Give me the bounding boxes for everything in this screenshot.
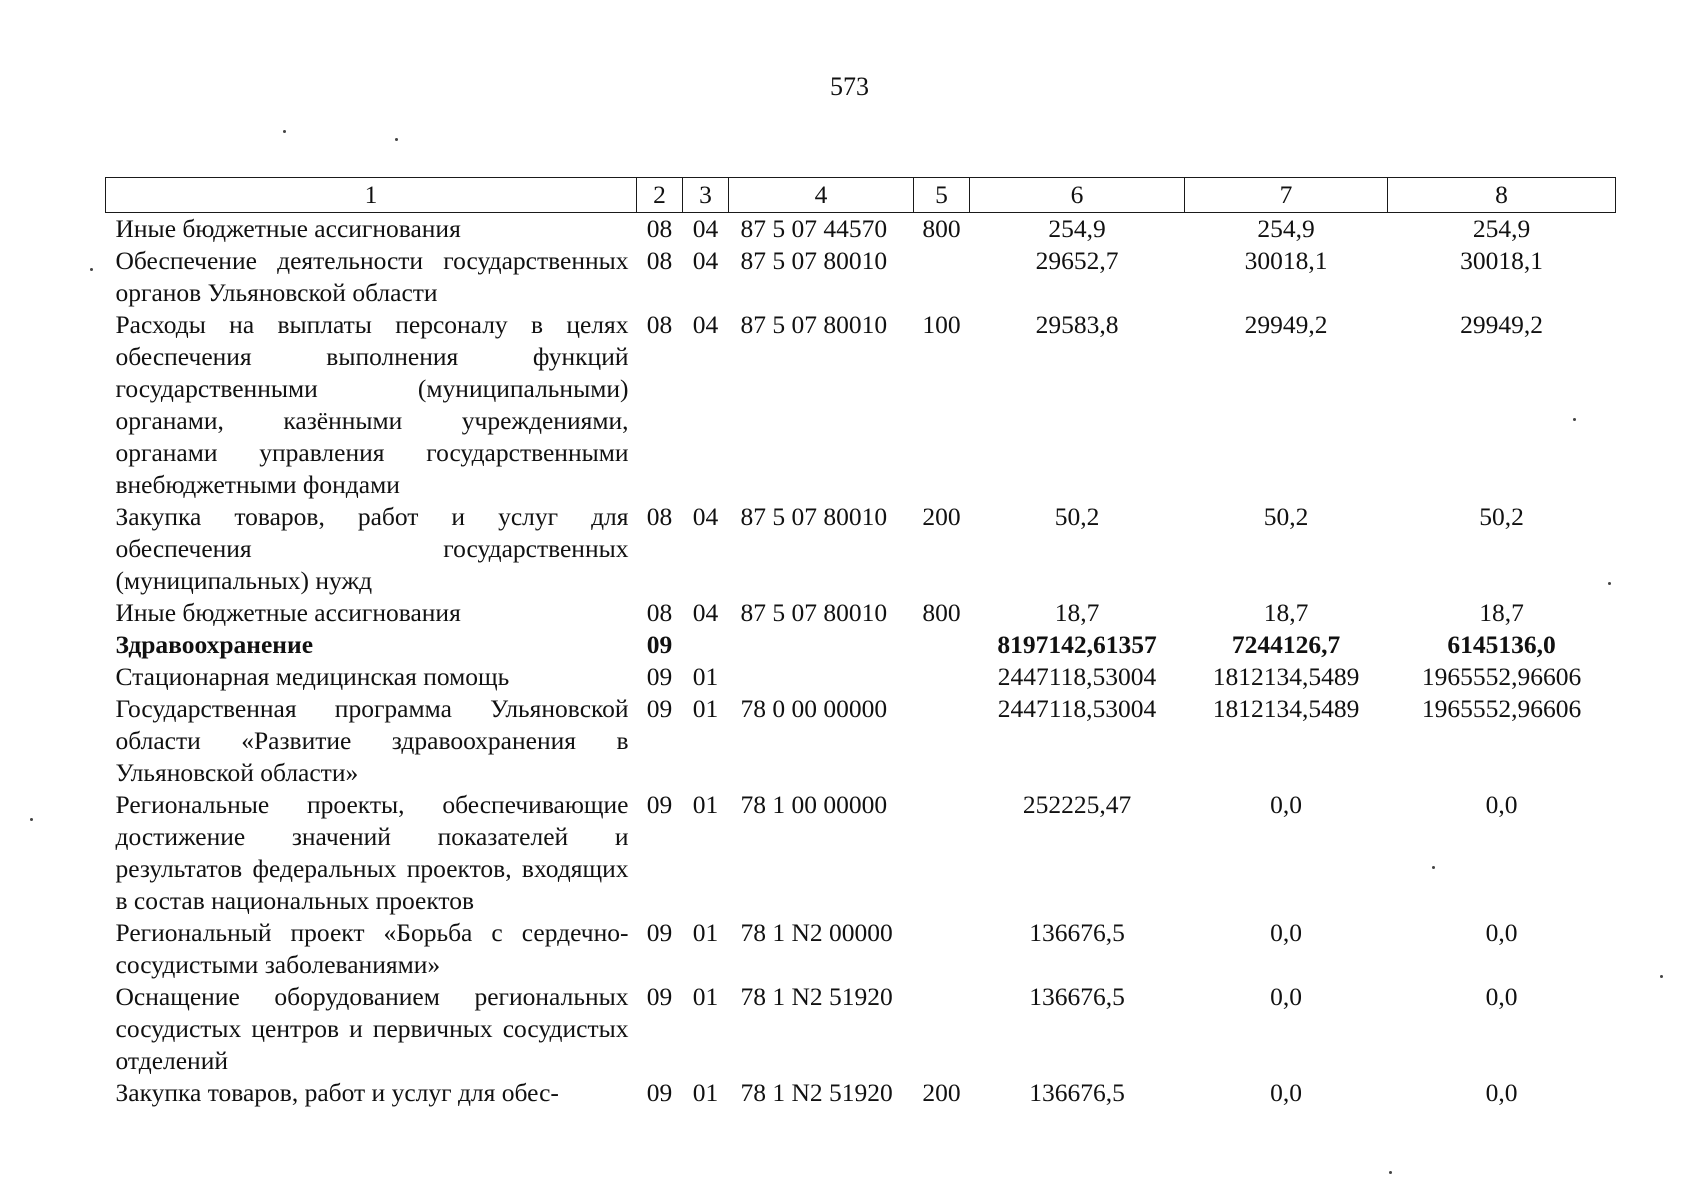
row-name-cell: Оснащение оборудованием региональных сосудистых центров и первичных сосудистых отделений (115, 982, 629, 1075)
row-amount-col7-cell: 29949,2 (1244, 310, 1328, 339)
row-section-cell: 08 (646, 502, 673, 531)
row-subsection-cell (683, 629, 729, 661)
row-expense-type-cell (914, 245, 970, 309)
table-row (106, 213, 1616, 246)
row-subsection-cell: 04 (692, 598, 719, 627)
row-amount-col8-cell: 254,9 (1472, 214, 1531, 243)
row-amount-col6-cell: 29652,7 (1035, 246, 1119, 275)
row-subsection-cell: 04 (692, 246, 719, 275)
row-target-article-cell: 87 5 07 80010 (740, 502, 888, 531)
row-subsection-cell: 01 (692, 694, 719, 723)
header-col-5: 5 (914, 178, 970, 213)
header-col-1: 1 (106, 178, 637, 213)
table-row (106, 917, 1616, 981)
row-section-cell: 08 (646, 246, 673, 275)
row-amount-col6-cell: 50,2 (1054, 502, 1100, 531)
row-name-cell: Здравоохранение (115, 630, 314, 659)
table-row (106, 981, 1616, 1077)
row-amount-col6-cell: 2447118,53004 (997, 694, 1157, 723)
row-section-cell: 09 (646, 630, 673, 659)
row-name-cell: Государственная программа Ульяновской области «Развитие здравоохранения в Ульяновской области» (115, 694, 629, 787)
row-subsection-cell: 04 (692, 502, 719, 531)
row-name-cell: Закупка товаров, работ и услуг для обеспечения государственных (муниципальных) нужд (115, 502, 629, 595)
scan-speck (1432, 866, 1435, 869)
budget-table (105, 177, 1616, 1109)
row-amount-col7-cell: 0,0 (1270, 790, 1302, 819)
row-amount-col8-cell: 18,7 (1479, 598, 1524, 627)
scan-speck (90, 268, 93, 271)
table-row (106, 501, 1616, 597)
row-amount-col6-cell: 136676,5 (1029, 1078, 1125, 1107)
row-expense-type-cell: 200 (922, 1078, 961, 1107)
row-subsection-cell: 01 (692, 662, 719, 691)
row-amount-col8-cell: 0,0 (1485, 918, 1518, 947)
row-amount-col7-cell: 30018,1 (1244, 246, 1328, 275)
row-subsection-cell: 01 (692, 1078, 719, 1107)
row-amount-col6-cell: 136676,5 (1029, 982, 1125, 1011)
row-amount-col6-cell: 254,9 (1048, 214, 1106, 243)
row-expense-type-cell (914, 917, 970, 981)
row-section-cell: 08 (646, 598, 673, 627)
row-expense-type-cell (914, 789, 970, 917)
row-amount-col6-cell: 18,7 (1054, 598, 1100, 627)
row-amount-col8-cell: 0,0 (1485, 790, 1518, 819)
row-amount-col7-cell: 0,0 (1270, 1078, 1302, 1107)
scan-speck (1573, 418, 1576, 421)
header-col-8: 8 (1388, 178, 1616, 213)
row-amount-col7-cell: 0,0 (1270, 982, 1302, 1011)
table-row (106, 629, 1616, 661)
table-body (106, 213, 1616, 1110)
scan-speck (395, 138, 398, 141)
row-expense-type-cell (914, 693, 970, 789)
table-row (106, 597, 1616, 629)
row-section-cell: 09 (646, 982, 673, 1011)
row-target-article-cell (729, 629, 914, 661)
row-expense-type-cell: 200 (922, 502, 961, 531)
row-target-article-cell (729, 661, 914, 693)
page-number: 573 (830, 72, 869, 101)
scan-speck (1608, 582, 1611, 585)
header-col-7: 7 (1185, 178, 1388, 213)
row-name-cell: Региональный проект «Борьба с сердечно-сосудистыми заболеваниями» (115, 918, 629, 979)
row-name-cell: Расходы на выплаты персоналу в целях обеспечения выполнения функций государственными (муниципальными) органами, казёнными учреждениями, органами управления государственными внебюджетными фондами (115, 310, 629, 499)
table-row (106, 789, 1616, 917)
table-row (106, 245, 1616, 309)
row-name-cell: Обеспечение деятельности государственных органов Ульяновской области (115, 246, 629, 307)
row-target-article-cell: 78 1 N2 00000 (740, 918, 893, 947)
row-expense-type-cell (914, 661, 970, 693)
scan-speck (30, 818, 33, 821)
row-amount-col8-cell: 0,0 (1485, 1078, 1518, 1107)
table-row (106, 1077, 1616, 1109)
row-section-cell: 09 (646, 1078, 673, 1107)
row-amount-col6-cell: 252225,47 (1022, 790, 1132, 819)
row-amount-col7-cell: 1812134,5489 (1212, 694, 1360, 723)
row-amount-col8-cell: 30018,1 (1460, 246, 1543, 275)
scan-speck (1389, 1171, 1392, 1174)
row-expense-type-cell (914, 981, 970, 1077)
table-row (106, 661, 1616, 693)
row-amount-col7-cell: 0,0 (1270, 918, 1302, 947)
row-subsection-cell: 01 (692, 790, 719, 819)
header-col-3: 3 (683, 178, 729, 213)
row-subsection-cell: 04 (692, 214, 719, 243)
row-name-cell: Иные бюджетные ассигнования (115, 598, 461, 627)
row-expense-type-cell: 100 (922, 310, 961, 339)
row-amount-col8-cell: 50,2 (1479, 502, 1524, 531)
row-section-cell: 09 (646, 918, 673, 947)
table-row (106, 693, 1616, 789)
row-name-cell: Региональные проекты, обеспечивающие достижение значений показателей и результатов федеральных проектов, входящих в состав национальных проектов (115, 790, 629, 915)
row-amount-col7-cell: 50,2 (1263, 502, 1309, 531)
row-section-cell: 08 (646, 214, 673, 243)
row-name-cell: Стационарная медицинская помощь (115, 662, 510, 691)
row-amount-col6-cell: 29583,8 (1035, 310, 1119, 339)
row-target-article-cell: 87 5 07 80010 (740, 598, 888, 627)
row-amount-col8-cell: 29949,2 (1460, 310, 1543, 339)
row-amount-col8-cell: 0,0 (1485, 982, 1518, 1011)
header-col-2: 2 (637, 178, 683, 213)
row-amount-col8-cell: 1965552,96606 (1421, 694, 1582, 723)
row-expense-type-cell: 800 (922, 214, 961, 243)
row-target-article-cell: 78 1 00 00000 (740, 790, 888, 819)
row-amount-col6-cell: 8197142,61357 (997, 630, 1157, 659)
row-section-cell: 09 (646, 694, 673, 723)
header-col-4: 4 (729, 178, 914, 213)
row-amount-col7-cell: 254,9 (1257, 214, 1315, 243)
row-target-article-cell: 87 5 07 80010 (740, 246, 888, 275)
row-target-article-cell: 78 1 N2 51920 (740, 1078, 893, 1107)
table-row (106, 309, 1616, 501)
row-expense-type-cell: 800 (922, 598, 961, 627)
row-target-article-cell: 87 5 07 80010 (740, 310, 888, 339)
row-amount-col6-cell: 136676,5 (1029, 918, 1125, 947)
row-section-cell: 09 (646, 790, 673, 819)
row-amount-col7-cell: 1812134,5489 (1212, 662, 1360, 691)
row-amount-col8-cell: 6145136,0 (1447, 630, 1556, 659)
row-name-cell: Закупка товаров, работ и услуг для обес- (115, 1078, 559, 1107)
row-target-article-cell: 78 1 N2 51920 (740, 982, 893, 1011)
row-name-cell: Иные бюджетные ассигнования (115, 214, 461, 243)
row-amount-col7-cell: 18,7 (1263, 598, 1309, 627)
row-target-article-cell: 78 0 00 00000 (740, 694, 888, 723)
row-amount-col7-cell: 7244126,7 (1231, 630, 1341, 659)
row-expense-type-cell (914, 629, 970, 661)
row-section-cell: 08 (646, 310, 673, 339)
scan-speck (283, 130, 286, 133)
row-target-article-cell: 87 5 07 44570 (740, 214, 888, 243)
row-amount-col8-cell: 1965552,96606 (1421, 662, 1582, 691)
row-section-cell: 09 (646, 662, 673, 691)
row-amount-col6-cell: 2447118,53004 (997, 662, 1157, 691)
table-header-row (106, 178, 1616, 213)
scan-speck (1660, 975, 1663, 978)
row-subsection-cell: 04 (692, 310, 719, 339)
header-col-6: 6 (970, 178, 1185, 213)
row-subsection-cell: 01 (692, 918, 719, 947)
row-subsection-cell: 01 (692, 982, 719, 1011)
